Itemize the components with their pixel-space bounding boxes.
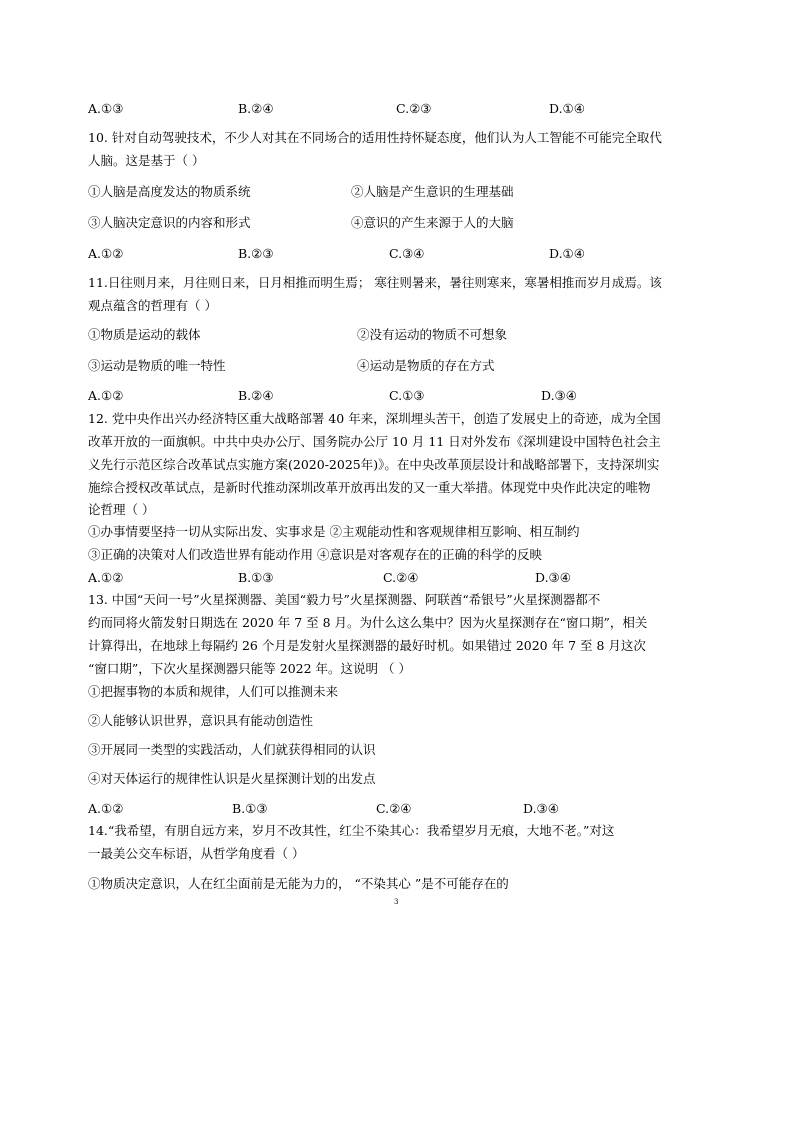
q12-stem-line: 论哲理（ ） [88,502,155,517]
q13-stem-line: 约而同将火箭发射日期选在 2020 年 7 至 8 月。为什么这么集中？因为火星探测存在“窗口期”，相关 [88,615,648,630]
q10-option-d: D.①④ [549,246,585,261]
q12-option-b: B.①③ [238,570,274,585]
q12-option-d: D.③④ [535,570,571,585]
q13-option-c: C.②④ [376,801,412,816]
q11-statement: ①物质是运动的载体 [88,327,201,342]
q11-option-c: C.①③ [389,388,425,403]
q12-option-a: A.①② [88,570,124,585]
q12-stem-line: 义先行示范区综合改革试点实施方案(2020-2025年)》。在中央改革顶层设计和战略部署下，支持深圳实 [88,457,660,472]
q13-stem-line: 计算得出，在地球上每隔约 26 个月是发射火星探测器的最好时机。如果错过 2020 年 7 至 8 月这次 [88,638,646,653]
q13-statement: ①把握事物的本质和规律，人们可以推测未来 [88,684,339,699]
page-number: 3 [394,898,399,906]
q11-statement: ④运动是物质的存在方式 [357,358,495,373]
q11-option-a: A.①② [88,388,124,403]
q13-statement: ②人能够认识世界，意识具有能动创造性 [88,713,314,728]
q11-option-d: D.③④ [541,388,577,403]
q10-statement: ④意识的产生来源于人的大脑 [351,215,514,230]
q13-stem-line: “窗口期”，下次火星探测器只能等 2022 年。这说明 （ ） [88,661,411,676]
q9-option-d: D.①④ [549,101,585,116]
q11-stem-line: 观点蕴含的哲理有（ ） [88,298,217,313]
q12-statement: ①办事情要坚持一切从实际出发、实事求是 ②主观能动性和客观规律相互影响、相互制约 [88,524,580,539]
q13-option-b: B.①③ [232,801,268,816]
q11-stem-line: 11.日往则月来，月往则日来，日月相推而明生焉； 寒往则暑来，暑往则寒来，寒暑相推而岁月成焉。该 [88,275,662,290]
q10-option-b: B.②③ [238,246,274,261]
q10-option-a: A.①② [88,246,124,261]
q12-stem-line: 改革开放的一面旗帜。中共中央办公厅、国务院办公厅 10 月 11 日对外发布《深圳建设中国特色社会主 [88,434,661,449]
q13-statement: ③开展同一类型的实践活动，人们就获得相同的认识 [88,742,376,757]
q12-option-c: C.②④ [383,570,419,585]
q14-statement: ①物质决定意识，人在红尘面前是无能为力的， “不染其心 ”是不可能存在的 [88,876,509,891]
q12-statement: ③正确的决策对人们改造世界有能动作用 ④意识是对客观存在的正确的科学的反映 [88,547,542,562]
q10-statement: ②人脑是产生意识的生理基础 [351,184,514,199]
q11-option-b: B.②④ [238,388,274,403]
q10-statement: ③人脑决定意识的内容和形式 [88,215,251,230]
q12-stem-line: 施综合授权改革试点，是新时代推动深圳改革开放再出发的又一重大举措。体现党中央作此决定的唯物 [88,480,651,495]
q10-stem-line: 人脑。这是基于（ ） [88,153,205,168]
q11-statement: ②没有运动的物质不可想象 [357,327,508,342]
q9-option-a: A.①③ [88,101,124,116]
q13-option-d: D.③④ [523,801,559,816]
q13-option-a: A.①② [88,801,124,816]
q10-stem-line: 10. 针对自动驾驶技术，不少人对其在不同场合的适用性持怀疑态度，他们认为人工智能不可能完全取代 [88,130,662,145]
q9-option-b: B.②④ [238,101,274,116]
q11-statement: ③运动是物质的唯一特性 [88,358,226,373]
q10-statement: ①人脑是高度发达的物质系统 [88,184,251,199]
q14-stem-line: 一最美公交车标语，从哲学角度看（ ） [88,846,305,861]
q10-option-c: C.③④ [389,246,425,261]
q13-stem-line: 13. 中国“天问一号”火星探测器、美国“毅力号”火星探测器、阿联酋“希银号”火星探测器都不 [88,592,601,607]
q12-stem-line: 12. 党中央作出兴办经济特区重大战略部署 40 年来，深圳埋头苦干，创造了发展史上的奇迹，成为全国 [88,411,661,426]
q9-option-c: C.②③ [396,101,432,116]
q13-statement: ④对天体运行的规律性认识是火星探测计划的出发点 [88,771,376,786]
q14-stem-line: 14.“我希望，有朋自远方来，岁月不改其性，红尘不染其心：我希望岁月无痕，大地不老。”对这 [88,823,615,838]
